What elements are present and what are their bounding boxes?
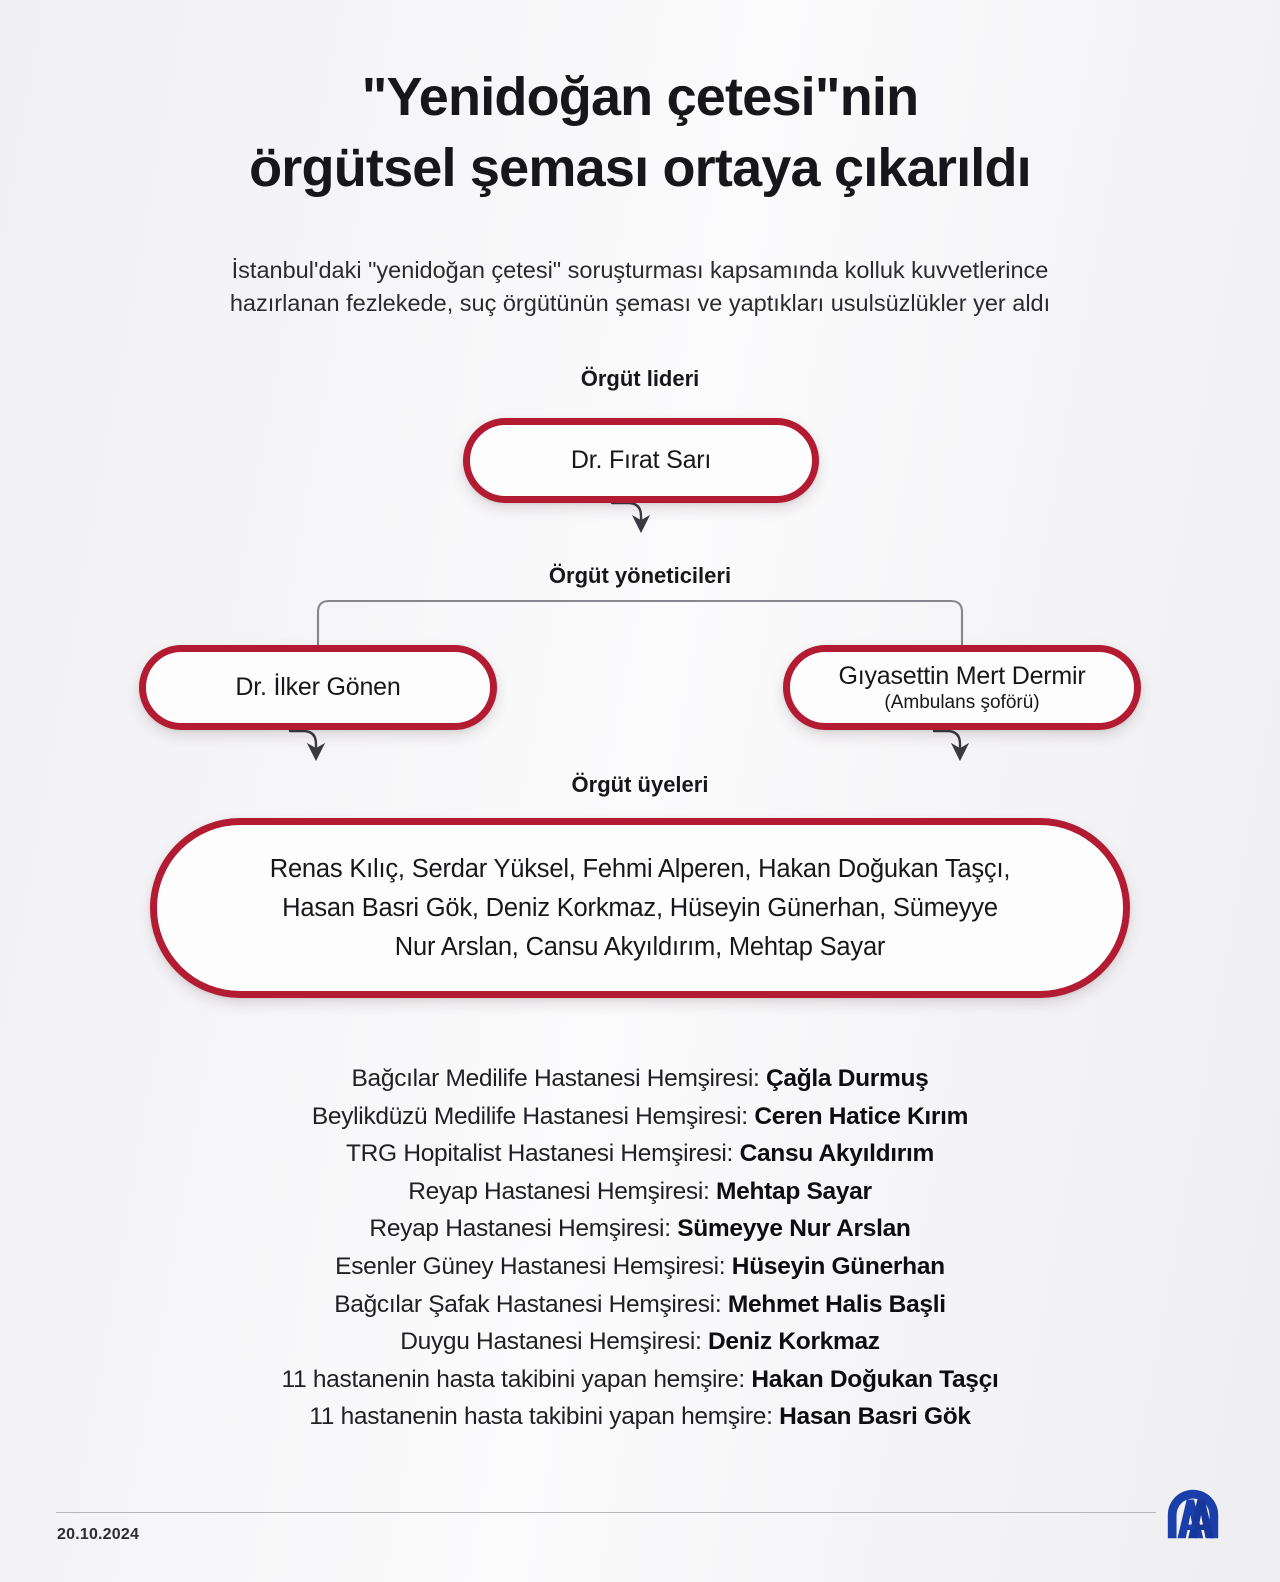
section-label-managers: Örgüt yöneticileri <box>548 563 732 588</box>
section-label-members: Örgüt üyeleri <box>571 772 709 797</box>
assignment-role: 11 hastanenin hasta takibini yapan hemşire: <box>309 1403 780 1431</box>
assignment-row <box>60 1060 1220 1098</box>
assignment-name: Ceren Hatice Kırım <box>754 1102 969 1130</box>
assignment-row <box>60 1323 1220 1361</box>
page-subtitle-line-2: hazırlanan fezlekede, suç örgütünün şeması ve yaptıkları usulsüzlükler yer aldı <box>229 290 1051 317</box>
page-subtitle-line-1: İstanbul'daki "yenidoğan çetesi" soruşturması kapsamında kolluk kuvvetlerince <box>231 257 1049 283</box>
assignment-name: Hüseyin Günerhan <box>731 1252 945 1280</box>
assignment-row <box>60 1248 1220 1286</box>
page-subtitle <box>140 254 1140 321</box>
section-label-leader: Örgüt lideri <box>580 366 700 391</box>
page-title-line-2: örgütsel şeması ortaya çıkarıldı <box>249 138 1031 199</box>
assignment-role: Reyap Hastanesi Hemşiresi: <box>408 1177 717 1205</box>
org-node-manager-1[interactable] <box>139 645 497 730</box>
assignment-name: Çağla Durmuş <box>765 1065 929 1092</box>
org-node-members-text <box>270 850 1011 967</box>
assignment-role: 11 hastanenin hasta takibini yapan hemşire: <box>281 1365 752 1393</box>
assignment-row <box>60 1361 1220 1399</box>
assignment-role: Duygu Hastanesi Hemşiresi: <box>400 1328 709 1356</box>
org-node-leader[interactable] <box>463 418 819 503</box>
assignment-row <box>60 1135 1220 1173</box>
footer-divider <box>56 1512 1156 1513</box>
org-node-manager-2-name: Gıyasettin Mert Dermir <box>838 661 1086 690</box>
org-node-leader-name: Dr. Fırat Sarı <box>570 446 712 474</box>
assignment-row <box>60 1286 1220 1324</box>
org-node-manager-1-name: Dr. İlker Gönen <box>235 673 401 701</box>
assignment-role: Esenler Güney Hastanesi Hemşiresi: <box>335 1252 732 1280</box>
assignment-role: Bağcılar Medilife Hastanesi Hemşiresi: <box>351 1065 766 1092</box>
org-node-manager-2[interactable] <box>783 645 1141 730</box>
page-title-line-1: "Yenidoğan çetesi"nin <box>361 67 919 127</box>
org-node-manager-2-role: (Ambulans şoförü) <box>884 691 1040 713</box>
assignment-row <box>60 1098 1220 1136</box>
assignment-name: Mehmet Halis Başli <box>727 1290 946 1318</box>
assignment-name: Hasan Basri Gök <box>779 1403 971 1431</box>
footer-date: 20.10.2024 <box>57 1526 140 1543</box>
assignment-role: TRG Hopitalist Hastanesi Hemşiresi: <box>346 1140 740 1168</box>
assignment-role: Beylikdüzü Medilife Hastanesi Hemşiresi: <box>311 1102 755 1130</box>
assignment-name: Mehtap Sayar <box>716 1177 872 1205</box>
assignment-name: Deniz Korkmaz <box>708 1328 880 1356</box>
assignment-name: Hakan Doğukan Taşçı <box>751 1365 999 1393</box>
aa-logo-icon <box>1162 1482 1224 1544</box>
assignment-row <box>60 1398 1220 1436</box>
assignment-row <box>60 1173 1220 1211</box>
assignment-role: Bağcılar Şafak Hastanesi Hemşiresi: <box>334 1290 728 1318</box>
org-node-members[interactable] <box>150 818 1130 998</box>
assignment-name: Cansu Akyıldırım <box>739 1140 934 1168</box>
org-members-line-1: Renas Kılıç, Serdar Yüksel, Fehmi Alperen, Hakan Doğukan Taşçı, <box>269 854 1011 883</box>
assignment-row <box>60 1210 1220 1248</box>
assignment-role: Reyap Hastanesi Hemşiresi: <box>369 1215 678 1243</box>
assignment-name: Sümeyye Nur Arslan <box>677 1215 911 1243</box>
org-members-line-2: Hasan Basri Gök, Deniz Korkmaz, Hüseyin Günerhan, Sümeyye <box>282 893 998 922</box>
org-members-line-3: Nur Arslan, Cansu Akyıldırım, Mehtap Sayar <box>394 932 886 961</box>
assignment-list <box>60 1060 1220 1436</box>
page-title <box>60 62 1220 205</box>
